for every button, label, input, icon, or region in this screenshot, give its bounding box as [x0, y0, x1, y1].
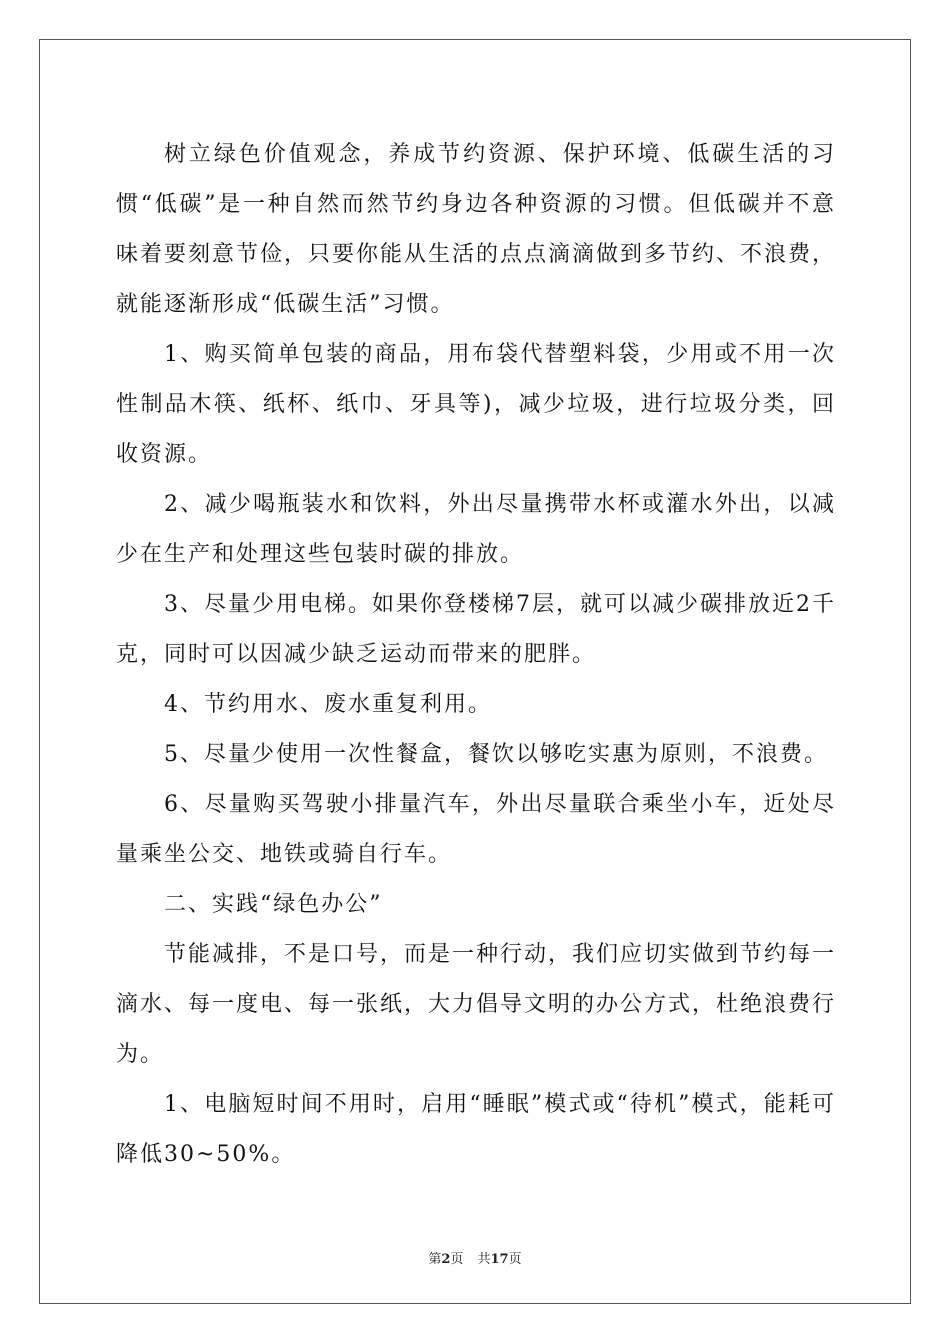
paragraph-item-4: 4、节约用水、废水重复利用。	[164, 692, 492, 717]
paragraph-office-intro: 节能减排，不是口号，而是一种行动，我们应切实做到节约每一滴水、每一度电、每一张纸，大力倡导文明的办公方式，杜绝浪费行为。	[116, 942, 837, 1067]
page-prefix: 第	[428, 1252, 442, 1267]
page-total: 17	[490, 1252, 509, 1267]
paragraph-item-2: 2、减少喝瓶装水和饮料，外出尽量携带水杯或灌水外出，以减少在生产和处理这些包装时碳的排放。	[116, 492, 836, 567]
total-prefix: 共	[477, 1252, 491, 1267]
page-footer	[0, 1248, 950, 1267]
paragraph-item-3: 3、尽量少用电梯。如果你登楼梯7层，就可以减少碳排放近2千克，同时可以因减少缺乏运动而带来的肥胖。	[116, 592, 836, 667]
section-heading: 二、实践“绿色办公”	[164, 892, 383, 917]
paragraph-office-item-1: 1、电脑短时间不用时，启用“睡眠”模式或“待机”模式，能耗可降低30~50%。	[116, 1092, 836, 1167]
document-body	[116, 130, 836, 1180]
page-current: 2	[441, 1252, 451, 1267]
paragraph-item-6: 6、尽量购买驾驶小排量汽车，外出尽量联合乘坐小车，近处尽量乘坐公交、地铁或骑自行车。	[116, 792, 836, 867]
paragraph-item-1: 1、购买简单包装的商品，用布袋代替塑料袋，少用或不用一次性制品木筷、纸杯、纸巾、牙具等)，减少垃圾，进行垃圾分类，回收资源。	[116, 342, 836, 467]
page-suffix: 页	[450, 1252, 464, 1267]
paragraph-intro: 树立绿色价值观念，养成节约资源、保护环境、低碳生活的习惯“低碳”是一种自然而然节约身边各种资源的习惯。但低碳并不意味着要刻意节俭，只要你能从生活的点点滴滴做到多节约、不浪费，就能逐渐形成“低碳生活”习惯。	[116, 142, 837, 317]
total-suffix: 页	[508, 1252, 522, 1267]
paragraph-item-5: 5、尽量少使用一次性餐盒，餐饮以够吃实惠为原则，不浪费。	[164, 742, 828, 767]
